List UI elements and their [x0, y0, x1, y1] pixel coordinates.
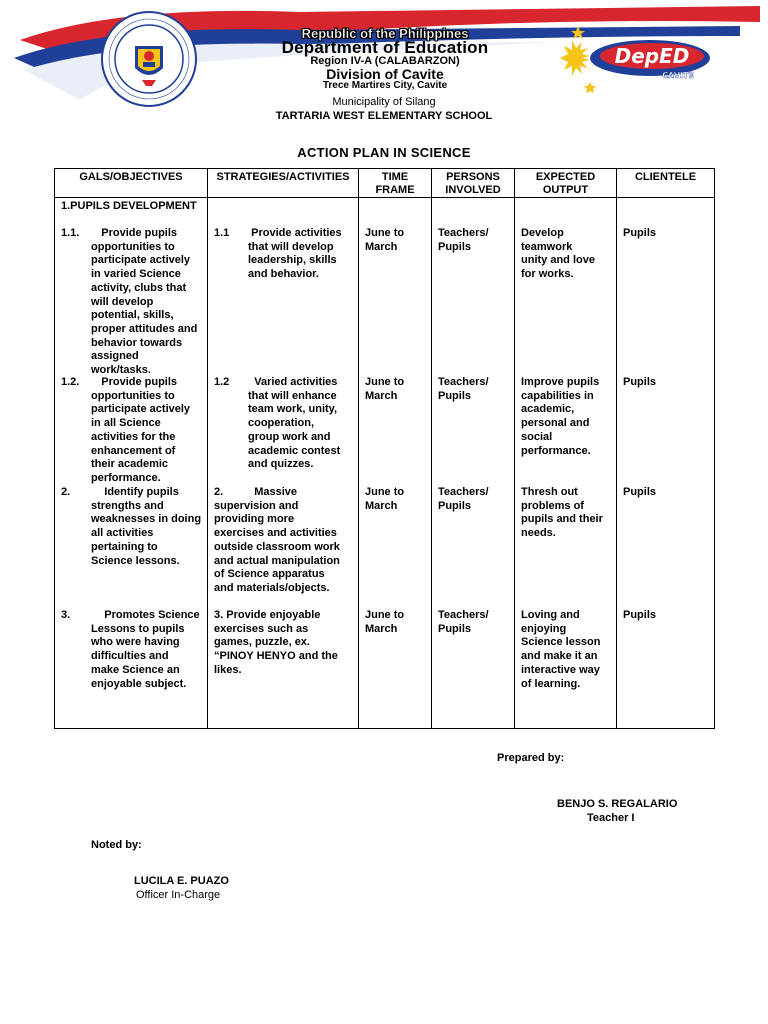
letterhead-banner — [0, 0, 768, 110]
expected-output-cell — [515, 198, 617, 729]
time-frame-1-1: June to March — [365, 227, 405, 253]
goal-2: 2. Identify pupils strengths and weaknesses in doing all activities pertaining to Science lessons. — [61, 486, 202, 567]
logo-text: DepED — [614, 44, 690, 68]
time-frame-1-2: June to March — [365, 376, 405, 402]
header-expected-output: EXPECTED OUTPUT — [515, 169, 617, 198]
header-clientele: CLIENTELE — [617, 169, 715, 198]
goal-1-2: 1.2. Provide pupils opportunities to participate actively in all Science activities for the enhancement of their academic performance. — [61, 376, 191, 484]
action-plan-table — [54, 168, 715, 729]
strategies-cell — [208, 198, 359, 729]
goals-cell — [55, 198, 208, 729]
deped-seal-logo — [100, 10, 198, 108]
goal-3: 3. Promotes Science Lessons to pupils who were having difficulties and make Science an enjoyable subject. — [61, 609, 200, 690]
persons-involved-cell — [432, 198, 515, 729]
republic-heading: Republic of the Philippines — [301, 26, 469, 41]
persons-2: Teachers/ Pupils — [438, 486, 489, 512]
clientele-1-1: Pupils — [623, 227, 657, 239]
table-row — [55, 198, 715, 729]
municipality-line: Municipality of Silang — [332, 96, 436, 108]
preparer-name: BENJO S. REGALARIO — [557, 798, 678, 810]
strategy-3: 3. Provide enjoyable exercises such as games, puzzle, ex. “PINOY HENYO and the likes. — [214, 609, 338, 676]
division-heading: Division of Cavite — [326, 66, 444, 82]
header-time-frame: TIME FRAME — [359, 169, 432, 198]
noter-title: Officer In-Charge — [136, 889, 221, 901]
header-goals: GALS/OBJECTIVES — [55, 169, 208, 198]
strategy-1-1: 1.1 Provide activities that will develop leadership, skills and behavior. — [214, 227, 342, 281]
time-frame-2: June to March — [365, 486, 405, 512]
strategy-1-2: 1.2 Varied activities that will enhance team work, unity, cooperation, group work and academic contest and quizzes. — [214, 376, 341, 471]
prepared-by-label: Prepared by: — [497, 752, 565, 764]
deped-cavite-logo — [560, 18, 720, 96]
school-name: TARTARIA WEST ELEMENTARY SCHOOL — [275, 110, 493, 122]
clientele-1-2: Pupils — [623, 376, 657, 388]
persons-1-1: Teachers/ Pupils — [438, 227, 489, 253]
strategy-2: 2. Massive supervision and providing more exercises and activities outside classroom work and actual manipulation of Science apparatus and materials/objects. — [214, 486, 340, 594]
header-strategies: STRATEGIES/ACTIVITIES — [208, 169, 359, 198]
time-frame-cell — [359, 198, 432, 729]
persons-1-2: Teachers/ Pupils — [438, 376, 489, 402]
section-label: 1.PUPILS DEVELOPMENT — [61, 200, 197, 212]
table-header-row — [55, 169, 715, 198]
noted-by-label: Noted by: — [91, 839, 142, 851]
header-persons-involved: PERSONS INVOLVED — [432, 169, 515, 198]
document-title: ACTION PLAN IN SCIENCE — [297, 145, 471, 160]
clientele-cell — [617, 198, 715, 729]
preparer-title: Teacher I — [587, 812, 635, 824]
persons-3: Teachers/ Pupils — [438, 609, 489, 635]
clientele-3: Pupils — [623, 609, 657, 621]
department-heading: Department of Education — [281, 38, 489, 57]
city-heading: Trece Martires City, Cavite — [322, 80, 448, 91]
output-1-1: Develop teamwork unity and love for works. — [521, 227, 595, 281]
output-2: Thresh out problems of pupils and their needs. — [521, 486, 603, 540]
output-3: Loving and enjoying Science lesson and make it an interactive way of learning. — [521, 609, 601, 690]
goal-1-1: 1.1. Provide pupils opportunities to participate actively in varied Science activity, clubs that will develop potential, skills, proper attitudes and behavior towards assigned work/tasks. — [61, 227, 198, 377]
region-heading: Region IV-A (CALABARZON) — [310, 55, 460, 67]
noter-name: LUCILA E. PUAZO — [134, 875, 229, 887]
output-1-2: Improve pupils capabilities in academic, personal and social performance. — [521, 376, 600, 457]
svg-text:CAVITE: CAVITE — [662, 71, 694, 80]
time-frame-3: June to March — [365, 609, 405, 635]
clientele-2: Pupils — [623, 486, 657, 498]
